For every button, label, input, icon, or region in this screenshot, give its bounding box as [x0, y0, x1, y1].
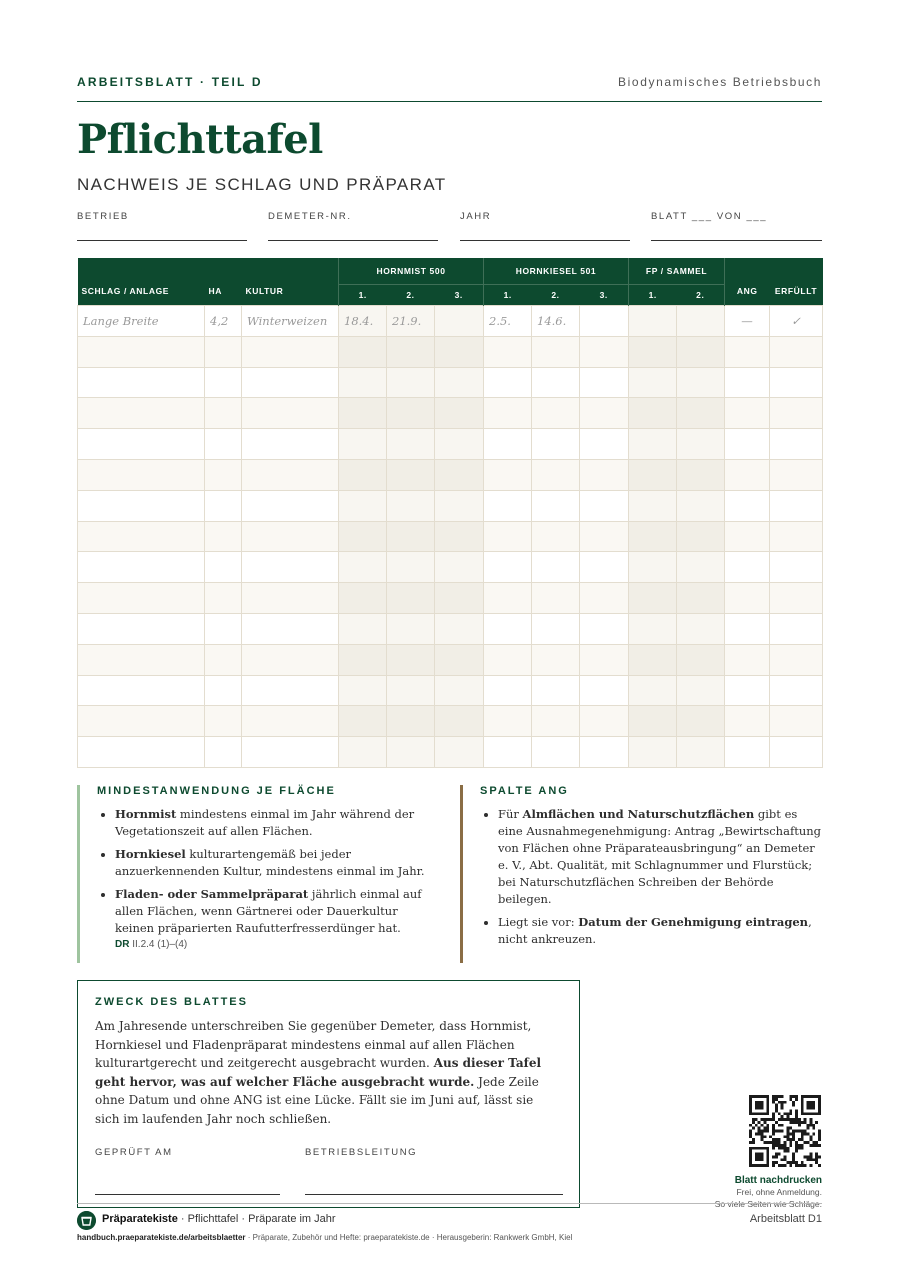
col-schlag: SCHLAG / ANLAGE	[78, 258, 205, 306]
table-row	[78, 644, 823, 675]
pflicht-table	[77, 258, 823, 768]
example-fp2	[677, 306, 725, 337]
table-cell[interactable]	[629, 644, 677, 675]
table-cell[interactable]	[532, 459, 580, 490]
table-row	[78, 613, 823, 644]
table-cell[interactable]	[435, 706, 484, 737]
table-cell[interactable]	[78, 367, 205, 398]
table-cell[interactable]	[580, 367, 629, 398]
table-cell[interactable]	[770, 675, 823, 706]
table-cell[interactable]	[242, 367, 339, 398]
demeter-nr-label: DEMETER-NR.	[268, 211, 352, 222]
table-cell[interactable]	[78, 552, 205, 583]
qr-line2: So viele Seiten wie Schläge.	[714, 1199, 822, 1209]
table-cell[interactable]	[677, 706, 725, 737]
table-cell[interactable]	[725, 737, 770, 768]
table-cell[interactable]	[78, 490, 205, 521]
qr-code-icon[interactable]	[749, 1095, 821, 1167]
note-left-heading: MINDESTANWENDUNG JE FLÄCHE	[97, 785, 336, 797]
table-cell[interactable]	[629, 490, 677, 521]
table-cell[interactable]	[387, 521, 435, 552]
table-cell[interactable]	[339, 613, 387, 644]
table-cell[interactable]	[435, 490, 484, 521]
table-cell[interactable]	[387, 706, 435, 737]
table-cell[interactable]	[339, 429, 387, 460]
table-cell[interactable]	[78, 398, 205, 429]
table-cell[interactable]	[629, 367, 677, 398]
table-cell[interactable]	[770, 521, 823, 552]
col-ang: ANG	[725, 258, 770, 306]
table-cell[interactable]	[205, 552, 242, 583]
table-cell[interactable]	[435, 429, 484, 460]
table-cell[interactable]	[435, 367, 484, 398]
sub-hornmist-3: 3.	[435, 285, 484, 306]
table-cell[interactable]	[725, 706, 770, 737]
betriebsleitung-field[interactable]	[305, 1142, 563, 1195]
table-cell[interactable]	[484, 737, 532, 768]
table-cell[interactable]	[725, 675, 770, 706]
table-cell[interactable]	[677, 521, 725, 552]
table-cell[interactable]	[78, 613, 205, 644]
sub-fp-1: 1.	[629, 285, 677, 306]
table-cell[interactable]	[484, 706, 532, 737]
note-left-item: • Hornmist mindestens einmal im Jahr während der Vegetationszeit auf allen Flächen.	[115, 806, 440, 840]
table-cell[interactable]	[435, 675, 484, 706]
blatt-field[interactable]	[651, 206, 822, 241]
note-right-item: • Für Almflächen und Naturschutzflächen gibt es eine Ausnahmegenehmigung: Antrag „Bewirtschaftung von Flächen ohne Präparateausbringung“ an Demeter e. V., Abt. Qualität, mit Schlagnummer und Flurstück; bei Naturschutzflächen Schreiben der Behörde beilegen.	[498, 806, 825, 908]
example-ang: —	[725, 306, 770, 337]
table-cell[interactable]	[725, 521, 770, 552]
table-cell[interactable]	[770, 490, 823, 521]
table-cell[interactable]	[205, 336, 242, 367]
table-cell[interactable]	[725, 429, 770, 460]
table-cell[interactable]	[242, 521, 339, 552]
table-cell[interactable]	[580, 552, 629, 583]
table-cell[interactable]	[770, 429, 823, 460]
table-cell[interactable]	[78, 336, 205, 367]
example-hk2: 14.6.	[532, 306, 580, 337]
table-cell[interactable]	[532, 706, 580, 737]
table-cell[interactable]	[677, 490, 725, 521]
betrieb-label: BETRIEB	[77, 211, 129, 222]
table-cell[interactable]	[435, 583, 484, 614]
table-cell[interactable]	[629, 398, 677, 429]
table-cell[interactable]	[629, 429, 677, 460]
table-cell[interactable]	[725, 490, 770, 521]
table-cell[interactable]	[205, 490, 242, 521]
sub-hornkiesel-2: 2.	[532, 285, 580, 306]
table-cell[interactable]	[205, 429, 242, 460]
table-cell[interactable]	[387, 490, 435, 521]
table-cell[interactable]	[78, 429, 205, 460]
table-cell[interactable]	[242, 613, 339, 644]
table-cell[interactable]	[387, 644, 435, 675]
table-cell[interactable]	[677, 675, 725, 706]
example-hm1: 18.4.	[339, 306, 387, 337]
table-cell[interactable]	[339, 644, 387, 675]
table-cell[interactable]	[580, 644, 629, 675]
sub-fp-2: 2.	[677, 285, 725, 306]
table-cell[interactable]	[532, 490, 580, 521]
footer-divider	[77, 1203, 822, 1204]
table-cell[interactable]	[78, 737, 205, 768]
group-hornmist: HORNMIST 500	[339, 258, 484, 285]
table-cell[interactable]	[532, 644, 580, 675]
table-cell[interactable]	[387, 336, 435, 367]
table-cell[interactable]	[242, 490, 339, 521]
example-hk3	[580, 306, 629, 337]
table-cell[interactable]	[205, 737, 242, 768]
table-cell[interactable]	[677, 459, 725, 490]
example-fp1	[629, 306, 677, 337]
sub-hornmist-2: 2.	[387, 285, 435, 306]
table-cell[interactable]	[242, 706, 339, 737]
table-cell[interactable]	[677, 583, 725, 614]
purpose-text: Am Jahresende unterschreiben Sie gegenüber Demeter, dass Hornmist, Hornkiesel und Fladenpräparat mindestens einmal auf allen Flächen kulturartgerecht und zeitgerecht ausgebracht wurden. Aus dieser Tafel geht hervor, was auf welcher Fläche ausgebracht wurde. Jede Zeile ohne Datum und ohne ANG ist eine Lücke. Fällt sie im Juni auf, lässt sie sich im laufenden Jahr noch schließen.	[95, 1019, 542, 1126]
table-row	[78, 490, 823, 521]
table-cell[interactable]	[435, 336, 484, 367]
table-cell[interactable]	[205, 675, 242, 706]
table-cell[interactable]	[435, 398, 484, 429]
table-cell[interactable]	[339, 336, 387, 367]
table-cell[interactable]	[205, 398, 242, 429]
table-cell[interactable]	[78, 644, 205, 675]
table-cell[interactable]	[629, 583, 677, 614]
table-cell[interactable]	[435, 521, 484, 552]
table-cell[interactable]	[339, 398, 387, 429]
qr-line1: Frei, ohne Anmeldung.	[736, 1187, 822, 1197]
table-cell[interactable]	[484, 459, 532, 490]
table-cell[interactable]	[677, 429, 725, 460]
footer-sheet-id: Arbeitsblatt D1	[749, 1213, 822, 1225]
table-cell[interactable]	[580, 613, 629, 644]
table-cell[interactable]	[725, 398, 770, 429]
table-cell[interactable]	[78, 521, 205, 552]
table-cell[interactable]	[78, 583, 205, 614]
purpose-heading: ZWECK DES BLATTES	[95, 996, 248, 1008]
table-cell[interactable]	[78, 459, 205, 490]
table-cell[interactable]	[484, 367, 532, 398]
table-cell[interactable]	[580, 490, 629, 521]
table-cell[interactable]	[725, 367, 770, 398]
table-cell[interactable]	[532, 613, 580, 644]
table-cell[interactable]	[677, 552, 725, 583]
table-cell[interactable]	[580, 336, 629, 367]
table-cell[interactable]	[725, 644, 770, 675]
table-cell[interactable]	[677, 644, 725, 675]
table-cell[interactable]	[387, 367, 435, 398]
sub-hornkiesel-1: 1.	[484, 285, 532, 306]
example-row	[78, 306, 823, 337]
table-row	[78, 737, 823, 768]
sub-hornkiesel-3: 3.	[580, 285, 629, 306]
table-cell[interactable]	[78, 706, 205, 737]
table-cell[interactable]	[629, 706, 677, 737]
sub-hornmist-1: 1.	[339, 285, 387, 306]
table-cell[interactable]	[339, 583, 387, 614]
footer-url-line: handbuch.praeparatekiste.de/arbeitsblaetter · Präparate, Zubehör und Hefte: praeparatekiste.de · Herausgeberin: Rankwerk GmbH, Kiel	[77, 1233, 573, 1242]
table-cell[interactable]	[387, 613, 435, 644]
table-cell[interactable]	[339, 459, 387, 490]
table-cell[interactable]	[387, 398, 435, 429]
table-cell[interactable]	[242, 429, 339, 460]
table-cell[interactable]	[580, 459, 629, 490]
col-erfuellt: ERFÜLLT	[770, 258, 823, 306]
footer-brand-line: Präparatekiste · Pflichttafel · Präparate im Jahr	[102, 1213, 336, 1225]
table-cell[interactable]	[484, 490, 532, 521]
book-title: Biodynamisches Betriebsbuch	[618, 75, 822, 89]
example-kultur: Winterweizen	[242, 306, 339, 337]
table-cell[interactable]	[770, 459, 823, 490]
table-cell[interactable]	[484, 613, 532, 644]
geprueft-am-label: GEPRÜFT AM	[95, 1147, 173, 1158]
table-cell[interactable]	[242, 336, 339, 367]
page-title: Pflichttafel	[77, 116, 323, 163]
table-cell[interactable]	[629, 336, 677, 367]
table-cell[interactable]	[435, 737, 484, 768]
table-row	[78, 521, 823, 552]
table-cell[interactable]	[532, 552, 580, 583]
table-row	[78, 706, 823, 737]
table-cell[interactable]	[580, 737, 629, 768]
table-cell[interactable]	[677, 737, 725, 768]
table-cell[interactable]	[532, 737, 580, 768]
blatt-label: BLATT ___ VON ___	[651, 211, 768, 222]
note-mindestanwendung	[77, 785, 440, 963]
table-cell[interactable]	[205, 706, 242, 737]
example-hk1: 2.5.	[484, 306, 532, 337]
table-cell[interactable]	[339, 706, 387, 737]
example-hm3	[435, 306, 484, 337]
table-cell[interactable]	[339, 552, 387, 583]
footer-url: handbuch.praeparatekiste.de/arbeitsblaetter	[77, 1233, 246, 1242]
example-erfuellt: ✓	[770, 306, 823, 337]
jahr-label: JAHR	[460, 211, 492, 222]
table-cell[interactable]	[387, 675, 435, 706]
table-cell[interactable]	[770, 737, 823, 768]
demeter-nr-field[interactable]	[268, 206, 438, 241]
table-cell[interactable]	[205, 644, 242, 675]
table-cell[interactable]	[78, 675, 205, 706]
table-cell[interactable]	[580, 398, 629, 429]
table-cell[interactable]	[339, 367, 387, 398]
table-cell[interactable]	[339, 675, 387, 706]
group-hornkiesel: HORNKIESEL 501	[484, 258, 629, 285]
betrieb-field[interactable]	[77, 206, 247, 241]
table-row	[78, 675, 823, 706]
table-cell[interactable]	[770, 552, 823, 583]
page-subtitle: NACHWEIS JE SCHLAG UND PRÄPARAT	[77, 175, 447, 194]
table-cell[interactable]	[677, 336, 725, 367]
table-cell[interactable]	[339, 521, 387, 552]
table-cell[interactable]	[580, 521, 629, 552]
note-right-heading: SPALTE ANG	[480, 785, 569, 797]
table-cell[interactable]	[770, 398, 823, 429]
note-left-item: • Fladen- oder Sammelpräparat jährlich einmal auf allen Flächen, wenn Gärtnerei oder Dauerkultur keinen präparierten Raufutterfresserdünger hat.	[115, 886, 440, 937]
table-cell[interactable]	[677, 613, 725, 644]
qr-caption	[622, 1175, 822, 1210]
example-ha: 4,2	[205, 306, 242, 337]
table-cell[interactable]	[435, 459, 484, 490]
table-cell[interactable]	[770, 706, 823, 737]
table-cell[interactable]	[629, 613, 677, 644]
box-logo-icon	[77, 1211, 96, 1230]
table-cell[interactable]	[484, 336, 532, 367]
example-hm2: 21.9.	[387, 306, 435, 337]
table-cell[interactable]	[339, 737, 387, 768]
table-cell[interactable]	[205, 367, 242, 398]
table-cell[interactable]	[205, 613, 242, 644]
table-cell[interactable]	[580, 429, 629, 460]
table-cell[interactable]	[580, 583, 629, 614]
table-cell[interactable]	[532, 583, 580, 614]
table-cell[interactable]	[387, 583, 435, 614]
table-cell[interactable]	[484, 429, 532, 460]
table-cell[interactable]	[242, 644, 339, 675]
note-right-item: • Liegt sie vor: Datum der Genehmigung eintragen, nicht ankreuzen.	[498, 914, 825, 948]
table-cell[interactable]	[677, 367, 725, 398]
table-cell[interactable]	[484, 398, 532, 429]
table-cell[interactable]	[725, 336, 770, 367]
table-cell[interactable]	[242, 583, 339, 614]
page-header	[77, 73, 822, 102]
table-cell[interactable]	[484, 583, 532, 614]
table-row	[78, 336, 823, 367]
geprueft-am-field[interactable]	[95, 1142, 280, 1195]
table-cell[interactable]	[339, 490, 387, 521]
table-cell[interactable]	[725, 459, 770, 490]
table-cell[interactable]	[629, 737, 677, 768]
regulation-ref: DR II.2.4 (1)–(4)	[115, 939, 188, 950]
table-cell[interactable]	[205, 583, 242, 614]
table-cell[interactable]	[532, 398, 580, 429]
table-cell[interactable]	[387, 459, 435, 490]
jahr-field[interactable]	[460, 206, 630, 241]
table-cell[interactable]	[387, 552, 435, 583]
table-cell[interactable]	[677, 398, 725, 429]
table-cell[interactable]	[484, 644, 532, 675]
table-cell[interactable]	[629, 552, 677, 583]
table-cell[interactable]	[770, 367, 823, 398]
table-cell[interactable]	[580, 675, 629, 706]
table-cell[interactable]	[242, 459, 339, 490]
table-cell[interactable]	[770, 336, 823, 367]
table-cell[interactable]	[580, 706, 629, 737]
table-cell[interactable]	[532, 675, 580, 706]
table-cell[interactable]	[387, 429, 435, 460]
col-kultur: KULTUR	[242, 258, 339, 306]
table-cell[interactable]	[770, 583, 823, 614]
table-row	[78, 459, 823, 490]
table-cell[interactable]	[205, 521, 242, 552]
table-row	[78, 398, 823, 429]
table-cell[interactable]	[435, 613, 484, 644]
table-cell[interactable]	[532, 429, 580, 460]
table-row	[78, 367, 823, 398]
table-cell[interactable]	[435, 644, 484, 675]
example-schlag: Lange Breite	[78, 306, 205, 337]
note-spalte-ang	[460, 785, 825, 963]
table-cell[interactable]	[770, 644, 823, 675]
group-fp-sammel: FP / SAMMEL	[629, 258, 725, 285]
table-cell[interactable]	[770, 613, 823, 644]
table-cell[interactable]	[242, 398, 339, 429]
qr-title: Blatt nachdrucken	[734, 1175, 822, 1186]
table-cell[interactable]	[484, 675, 532, 706]
table-row	[78, 552, 823, 583]
table-cell[interactable]	[532, 521, 580, 552]
table-cell[interactable]	[242, 552, 339, 583]
table-cell[interactable]	[242, 737, 339, 768]
table-cell[interactable]	[629, 675, 677, 706]
table-cell[interactable]	[532, 367, 580, 398]
table-cell[interactable]	[532, 336, 580, 367]
betriebsleitung-label: BETRIEBSLEITUNG	[305, 1147, 418, 1158]
table-row	[78, 583, 823, 614]
table-row	[78, 429, 823, 460]
col-ha: HA	[205, 258, 242, 306]
table-cell[interactable]	[629, 521, 677, 552]
table-cell[interactable]	[435, 552, 484, 583]
worksheet-label: ARBEITSBLATT · TEIL D	[77, 75, 263, 89]
table-cell[interactable]	[725, 613, 770, 644]
table-cell[interactable]	[484, 552, 532, 583]
table-cell[interactable]	[484, 521, 532, 552]
table-cell[interactable]	[205, 459, 242, 490]
table-cell[interactable]	[629, 459, 677, 490]
table-cell[interactable]	[242, 675, 339, 706]
table-cell[interactable]	[387, 737, 435, 768]
table-cell[interactable]	[725, 583, 770, 614]
note-left-item: • Hornkiesel kulturartengemäß bei jeder anzuerkennenden Kultur, mindestens einmal im Jahr.	[115, 846, 440, 880]
table-cell[interactable]	[725, 552, 770, 583]
